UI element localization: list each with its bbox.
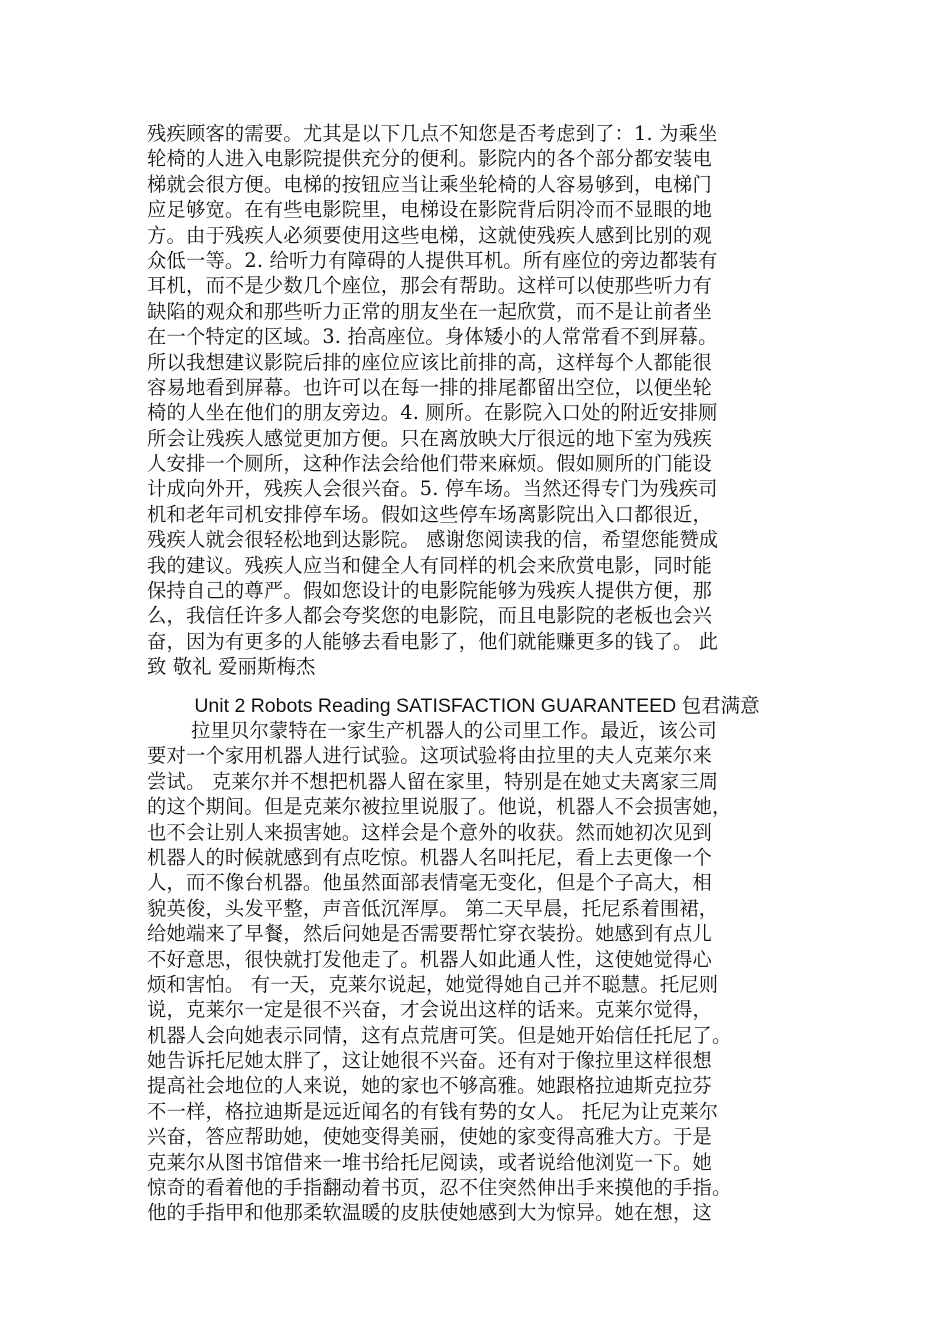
text-line: 么，我信任许多人都会夸奖您的电影院，而且电影院的老板也会兴	[147, 604, 712, 628]
text-line: 机器人的时候就感到有点吃惊。机器人名叫托尼，看上去更像一个	[147, 845, 712, 869]
text-line: 在一个特定的区域。3. 抬高座位。身体矮小的人常常看不到屏幕。	[147, 325, 718, 349]
text-line: 所会让残疾人感觉更加方便。只在离放映大厅很远的地下室为残疾	[147, 426, 712, 450]
text-line: 众低一等。2. 给听力有障碍的人提供耳机。所有座位的旁边都装有	[147, 248, 718, 272]
text-line: 计成向外开，残疾人会很兴奋。5. 停车场。当然还得专门为残疾司	[147, 477, 718, 501]
text-line: 残疾人就会很轻松地到达影院。 感谢您阅读我的信，希望您能赞成	[147, 528, 719, 552]
text-line: 惊奇的看着他的手指翻动着书页，忍不住突然伸出手来摸他的手指。	[147, 1176, 732, 1200]
text-line: 方。由于残疾人必须要使用这些电梯，这就使残疾人感到比别的观	[147, 223, 712, 247]
text-line: 给她端来了早餐，然后问她是否需要帮忙穿衣装扮。她感到有点儿	[147, 922, 712, 946]
text-line: 克莱尔从图书馆借来一堆书给托尼阅读，或者说给他浏览一下。她	[147, 1150, 712, 1174]
text-line: 残疾顾客的需要。尤其是以下几点不知您是否考虑到了：1. 为乘坐	[147, 122, 718, 145]
text-line: 提高社会地位的人来说，她的家也不够高雅。她跟格拉迪斯克拉芬	[147, 1074, 712, 1098]
text-line: 兴奋，答应帮助她，使她变得美丽，使她的家变得高雅大方。于是	[147, 1125, 712, 1149]
text-line: 容易地看到屏幕。也许可以在每一排的排尾都留出空位，以便坐轮	[147, 375, 712, 399]
text-line: 也不会让别人来损害她。这样会是个意外的收获。然而她初次见到	[147, 820, 712, 844]
text-line: 要对一个家用机器人进行试验。这项试验将由拉里的夫人克莱尔来	[147, 744, 712, 768]
unit-heading-chinese: 包君满意	[681, 694, 760, 717]
text-line: 拉里贝尔蒙特在一家生产机器人的公司里工作。最近，该公司	[191, 719, 717, 742]
text-line: 说，克莱尔一定是很不兴奋，才会说出这样的话来。克莱尔觉得，	[147, 998, 712, 1022]
story-paragraph	[147, 718, 807, 1226]
text-line: 耳机，而不是少数几个座位，那会有帮助。这样可以使那些听力有	[147, 274, 712, 298]
text-line: 所以我想建议影院后排的座位应该比前排的高，这样每个人都能很	[147, 350, 712, 374]
text-line: 貌英俊，头发平整，声音低沉浑厚。 第二天早晨，托尼系着围裙，	[147, 896, 719, 920]
text-line: 梯就会很方便。电梯的按钮应当让乘坐轮椅的人容易够到，电梯门	[147, 172, 712, 196]
text-line: 奋，因为有更多的人能够去看电影了，他们就能赚更多的钱了。 此	[147, 629, 719, 653]
text-line: 不好意思，很快就打发他走了。机器人如此通人性，这使她觉得心	[147, 947, 712, 971]
text-line: 保持自己的尊严。假如您设计的电影院能够为残疾人提供方便，那	[147, 579, 712, 603]
text-line: 他的手指甲和他那柔软温暖的皮肤使她感到大为惊异。她在想，这	[147, 1201, 712, 1225]
text-line: 尝试。 克莱尔并不想把机器人留在家里，特别是在她丈夫离家三周	[147, 769, 719, 793]
text-line: 致 敬礼 爱丽斯梅杰	[147, 655, 316, 679]
text-line: 轮椅的人进入电影院提供充分的便利。影院内的各个部分都安装电	[147, 147, 712, 171]
text-line: 人安排一个厕所，这种作法会给他们带来麻烦。假如厕所的门能设	[147, 452, 712, 476]
text-line: 的这个期间。但是克莱尔被拉里说服了。他说，机器人不会损害她，	[147, 795, 732, 819]
letter-paragraph	[147, 121, 807, 680]
text-line: 应足够宽。在有些电影院里，电梯设在影院背后阴冷而不显眼的地	[147, 198, 712, 222]
unit-heading	[147, 693, 807, 719]
text-line: 我的建议。残疾人应当和健全人有同样的机会来欣赏电影，同时能	[147, 553, 712, 577]
text-line: 她告诉托尼她太胖了，这让她很不兴奋。还有对于像拉里这样很想	[147, 1049, 712, 1073]
unit-heading-english: Unit 2 Robots Reading SATISFACTION GUARANTEED	[194, 695, 677, 717]
text-line: 机器人会向她表示同情，这有点荒唐可笑。但是她开始信任托尼了。	[147, 1023, 732, 1047]
text-line: 缺陷的观众和那些听力正常的朋友坐在一起欣赏，而不是让前者坐	[147, 299, 712, 323]
text-line: 不一样，格拉迪斯是远近闻名的有钱有势的女人。 托尼为让克莱尔	[147, 1099, 719, 1123]
text-line: 机和老年司机安排停车场。假如这些停车场离影院出入口都很近，	[147, 502, 712, 526]
text-line: 烦和害怕。 有一天，克莱尔说起，她觉得她自己并不聪慧。托尼则	[147, 972, 719, 996]
text-line: 人，而不像台机器。他虽然面部表情毫无变化，但是个子高大，相	[147, 871, 712, 895]
text-line: 椅的人坐在他们的朋友旁边。4. 厕所。在影院入口处的附近安排厕	[147, 401, 718, 425]
